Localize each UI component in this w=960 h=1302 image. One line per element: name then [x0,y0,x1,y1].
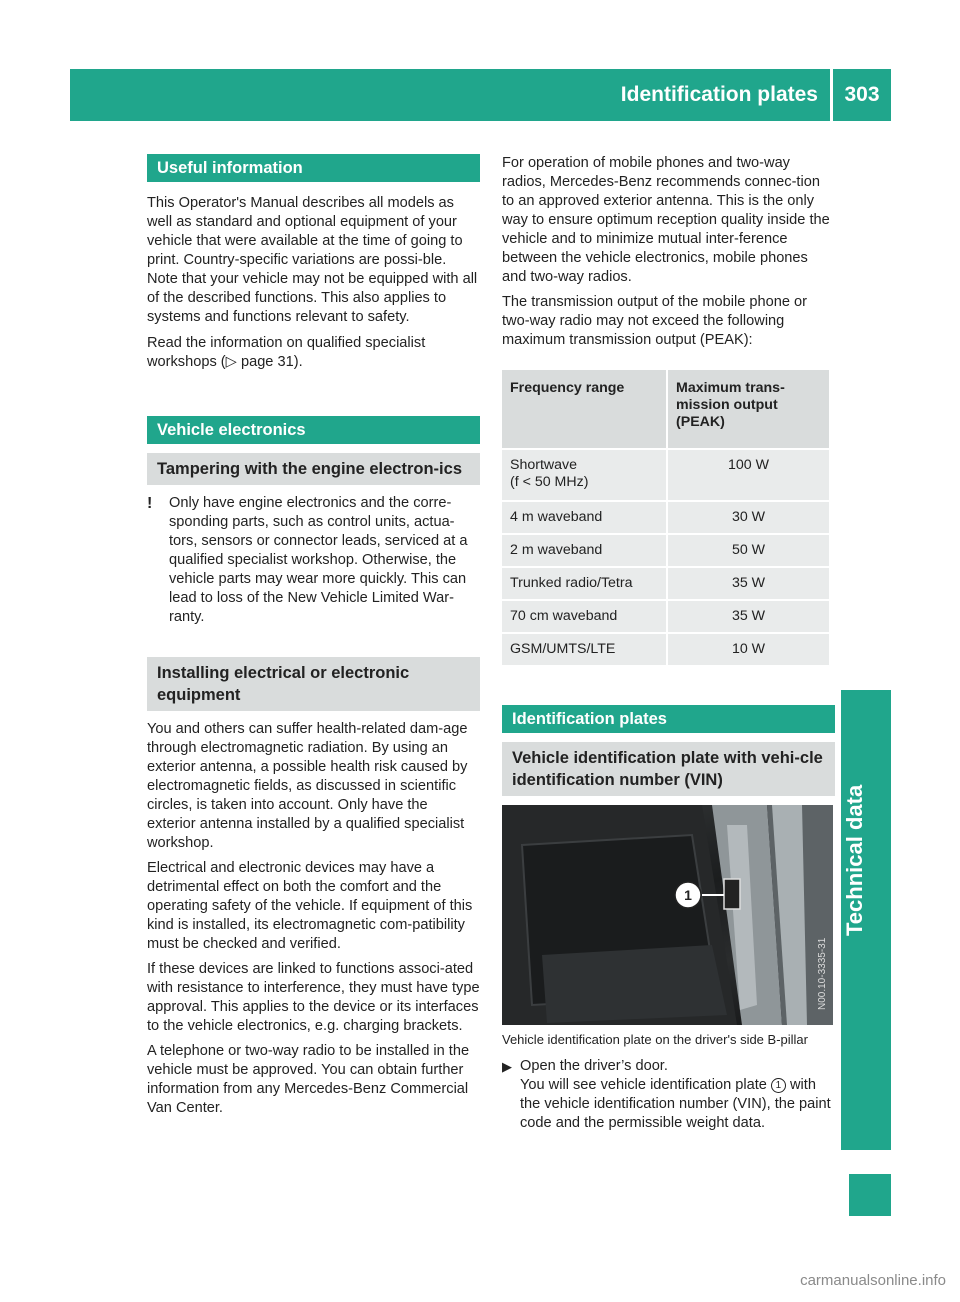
table-cell-value: 30 W [668,502,829,533]
paragraph: The transmission output of the mobile phone or two-way radio may not exceed the following maximum transmission output (PEAK): [502,294,808,348]
table-cell-range: 70 cm waveband [502,601,666,632]
subsection-title-installing: Installing electrical or electronic equipment [147,657,480,711]
warning-icon: ! [147,495,153,512]
paragraph: You and others can suffer health-related dam-age through electromagnetic radiation. By using an exterior antenna, a possible health risk caused by electromagnetic fields, as discussed in scientific circles, is taken into account. Only have the exterior antenna installed by a qualified specialist workshop. [147,721,468,851]
column-header-frequency: Frequency range [502,370,666,448]
left-column [147,154,480,1118]
text: Read the information on qualified specialist workshops ( [147,335,426,370]
warning-text: Only have engine electronics and the corre-sponding parts, such as control units, actua-tors, sensors or connector leads, serviced at a qualified specialist workshop. Otherwise, the vehicle parts may wear more quickly. This can lead to loss of the New Vehicle Limited War-ranty. [169,495,468,625]
photo-caption: Vehicle identification plate on the driver's side B-pillar [502,1032,808,1047]
step-text: Open the driver’s door. [520,1058,668,1074]
callout-number-icon: 1 [771,1078,786,1093]
text: with the vehicle identification number (VIN), the paint code and the permissible weight data. [520,1077,831,1131]
subsection-title-vin-plate: Vehicle identification plate with vehi-cle identification number (VIN) [502,742,835,796]
table-cell-range [502,450,666,500]
range-subtext: (f < 50 MHz) [510,474,589,490]
table-cell-value: 35 W [668,601,829,632]
range-text: Shortwave [510,457,578,473]
table-row [502,535,829,566]
paragraph [147,334,480,372]
header-title: Identification plates [620,83,818,106]
warning-note [147,494,480,627]
table-row [502,601,829,632]
table-cell-range: GSM/UMTS/LTE [502,634,666,665]
table-cell-value: 10 W [668,634,829,665]
step-arrow-icon: ▶ [502,1059,512,1074]
text: You will see vehicle identification plate [520,1077,771,1093]
table-cell-value: 50 W [668,535,829,566]
paragraph: A telephone or two-way radio to be installed in the vehicle must be approved. You can obtain further information from any Mercedes-Benz Commercial Van Center. [147,1043,470,1116]
table-cell-range: 2 m waveband [502,535,666,566]
watermark: carmanualsonline.info [800,1272,946,1289]
photo-callout-label: 1 [684,887,692,903]
column-header-output: Maximum trans-mission output (PEAK) [668,370,829,448]
section-title-useful-information: Useful information [147,154,480,182]
table-cell-range: Trunked radio/Tetra [502,568,666,599]
table-header-row [502,370,829,448]
paragraph: Electrical and electronic devices may have a detrimental effect on both the comfort and the operating safety of the vehicle. If equipment of this kind is installed, its electromagnetic com-patibility must be checked and verified. [147,860,473,952]
table-cell-value: 100 W [668,450,829,500]
photo-illustration [502,805,833,1025]
page-header [70,69,891,121]
section-title-identification-plates: Identification plates [502,705,835,733]
table-cell-range: 4 m waveband [502,502,666,533]
table-cell-value: 35 W [668,568,829,599]
paragraph: If these devices are linked to functions associ-ated with resistance to interference, they must have type approval. This applies to the device or its interfaces to the vehicle electronics, e.g. charging brackets. [147,961,480,1034]
transmission-output-table [500,368,831,667]
table-row [502,634,829,665]
page-ref-arrow-icon: ▷ [225,354,237,370]
vin-plate-photo [502,805,833,1025]
subsection-title-tampering: Tampering with the engine electron-ics [147,453,480,485]
paragraph: This Operator's Manual describes all models as well as standard and optional equipment of your vehicle that were available at the time of going to print. Country-specific variations are possi-ble. Note that your vehicle may not be equipped with all of the described functions. This also applies to systems and functions relevant to safety. [147,195,478,325]
step-result [520,1076,835,1133]
page-ref-link[interactable]: page 31). [236,354,303,370]
table-row [502,450,829,500]
page-number: 303 [844,83,880,106]
table-row [502,568,829,599]
side-tab-label [842,888,868,936]
right-column [502,154,835,1133]
side-tab-marker [849,1174,891,1216]
instruction-step [502,1057,835,1133]
section-title-vehicle-electronics: Vehicle electronics [147,416,480,444]
paragraph: For operation of mobile phones and two-way radios, Mercedes-Benz recommends connec-tion to an approved exterior antenna. This is the only way to ensure optimum reception quality inside the vehicle and to minimize mutual inter-ference between the vehicle electronics, mobile phones and two-way radios. [502,155,830,285]
photo-code: N00.10-3335-31 [817,937,828,1010]
table-row [502,502,829,533]
